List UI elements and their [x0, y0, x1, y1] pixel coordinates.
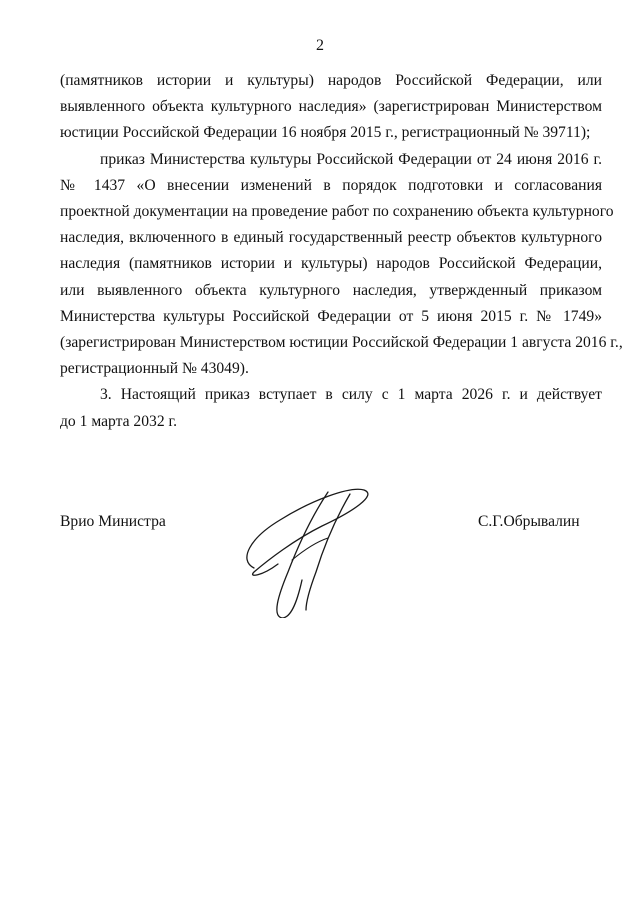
page-number: 2 — [316, 37, 324, 54]
signatory-position: Врио Министра — [60, 513, 166, 530]
text-line: 3. Настоящий приказ вступает в силу с 1 марта 2026 г. и действует — [100, 386, 602, 404]
handwritten-signature — [232, 468, 382, 618]
text-line: регистрационный № 43049). — [60, 360, 249, 378]
text-line: наследия (памятников истории и культуры) народов Российской Федерации, — [60, 255, 602, 273]
document-body — [60, 68, 623, 435]
text-line: выявленного объекта культурного наследия» (зарегистрирован Министерством — [60, 98, 602, 116]
text-line: (памятников истории и культуры) народов Российской Федерации, или — [60, 72, 602, 89]
text-line: до 1 марта 2032 г. — [60, 412, 178, 430]
text-line: юстиции Российской Федерации 16 ноября 2015 г., регистрационный № 39711); — [60, 124, 591, 142]
paragraph-order-1437 — [60, 147, 623, 383]
text-line: приказ Министерства культуры Российской Федерации от 24 июня 2016 г. — [100, 150, 602, 168]
signer-name: С.Г.Обрывалин — [478, 513, 580, 530]
text-line: № 1437 «О внесении изменений в порядок подготовки и согласования — [60, 176, 602, 194]
text-line: (зарегистрирован Министерством юстиции Российской Федерации 1 августа 2016 г., — [60, 334, 623, 352]
text-line: или выявленного объекта культурного наследия, утвержденный приказом — [60, 281, 602, 299]
text-line: наследия, включенного в единый государственный реестр объектов культурного — [60, 229, 602, 247]
text-line: проектной документации на проведение работ по сохранению объекта культурного — [60, 203, 614, 221]
paragraph-item-3 — [60, 382, 602, 434]
text-line: Министерства культуры Российской Федерации от 5 июня 2015 г. № 1749» — [60, 307, 602, 325]
paragraph-continuation — [60, 68, 602, 147]
